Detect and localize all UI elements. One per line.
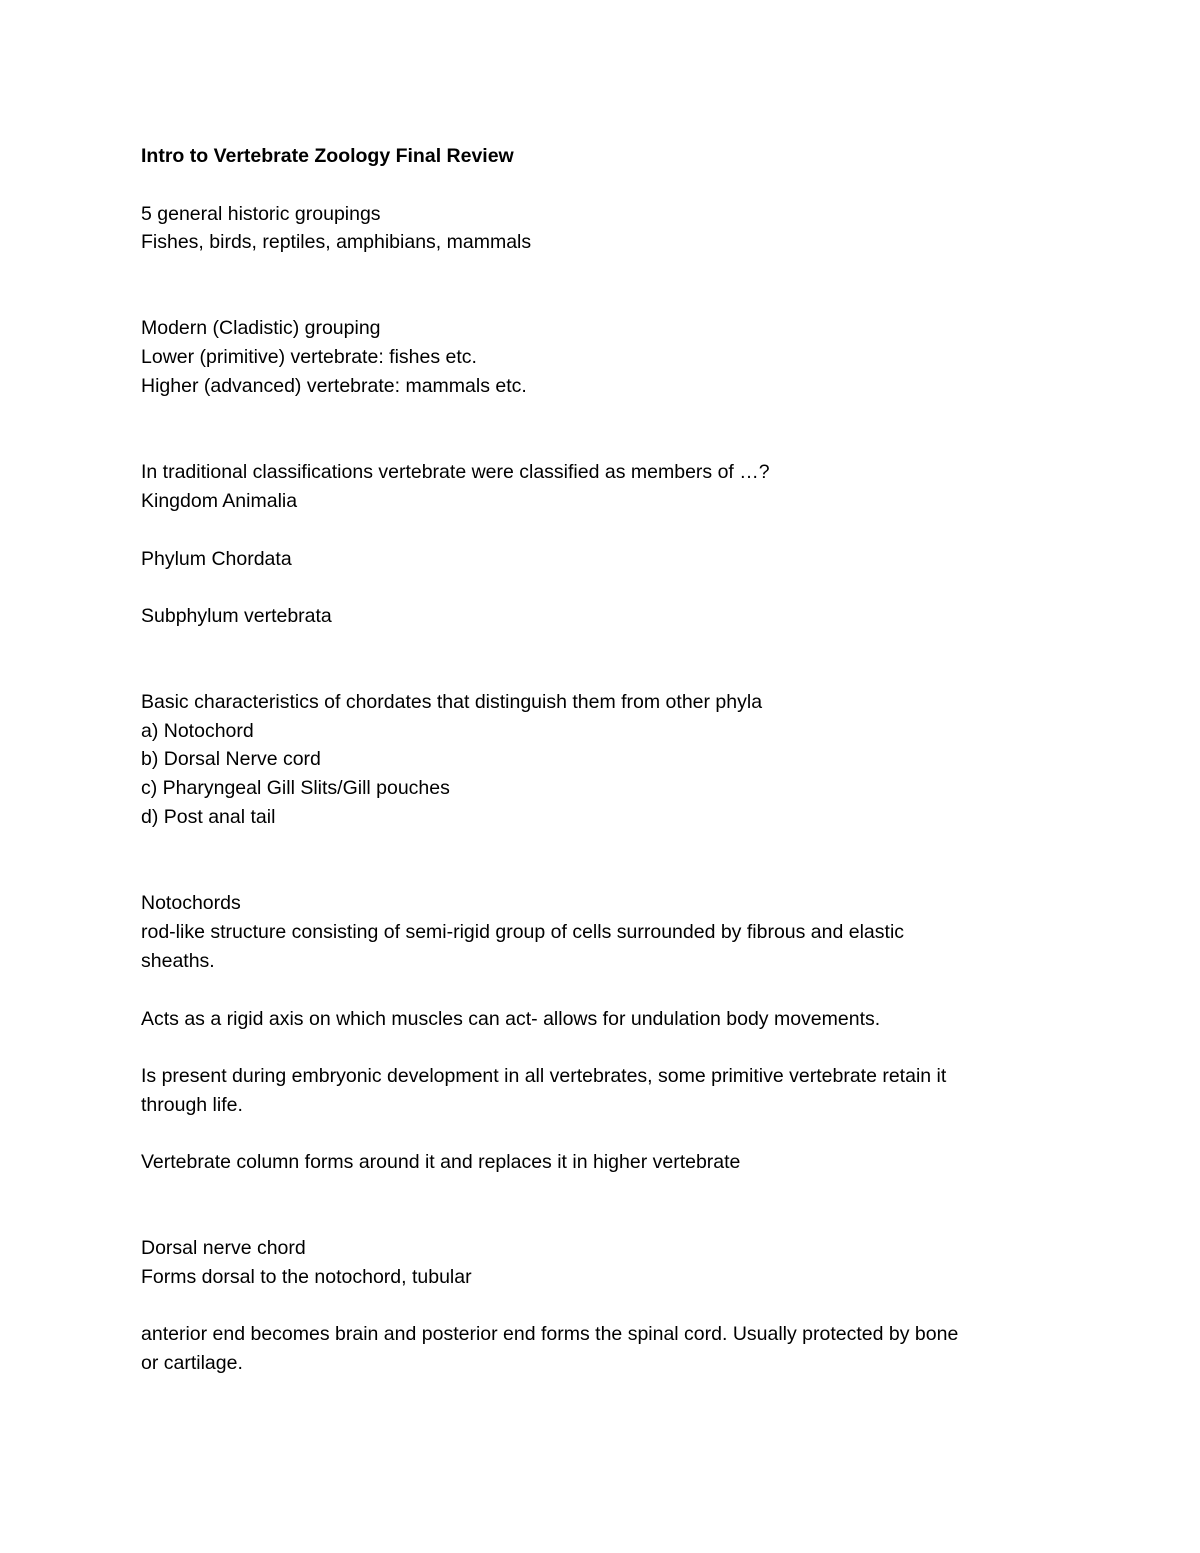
notochords-axis: Acts as a rigid axis on which muscles can act- allows for undulation body movements.	[141, 1008, 881, 1030]
characteristics-heading: Basic characteristics of chordates that distinguish them from other phyla	[141, 691, 763, 713]
modern-higher: Higher (advanced) vertebrate: mammals etc.	[141, 375, 527, 397]
notochords-column: Vertebrate column forms around it and replaces it in higher vertebrate	[141, 1151, 741, 1173]
dorsal-nerve-heading: Dorsal nerve chord	[141, 1237, 306, 1259]
dorsal-nerve-ends-line1: anterior end becomes brain and posterior end forms the spinal cord. Usually protected by bone	[141, 1323, 959, 1345]
notochords-heading: Notochords	[141, 892, 241, 914]
characteristics-item: c) Pharyngeal Gill Slits/Gill pouches	[141, 777, 450, 799]
dorsal-nerve-forms: Forms dorsal to the notochord, tubular	[141, 1266, 472, 1288]
dorsal-nerve-ends-line2: or cartilage.	[141, 1352, 243, 1374]
document-title: Intro to Vertebrate Zoology Final Review	[141, 145, 514, 167]
notochords-definition-line1: rod-like structure consisting of semi-rigid group of cells surrounded by fibrous and elastic	[141, 921, 905, 943]
notochords-presence-line1: Is present during embryonic development in all vertebrates, some primitive vertebrate retain it	[141, 1065, 947, 1087]
historic-heading: 5 general historic groupings	[141, 203, 381, 225]
modern-heading: Modern (Cladistic) grouping	[141, 317, 381, 339]
traditional-question: In traditional classifications vertebrate were classified as members of …?	[141, 461, 770, 483]
traditional-phylum: Phylum Chordata	[141, 548, 292, 570]
characteristics-item: a) Notochord	[141, 720, 254, 742]
modern-lower: Lower (primitive) vertebrate: fishes etc.	[141, 346, 477, 368]
traditional-subphylum: Subphylum vertebrata	[141, 605, 332, 627]
notochords-presence-line2: through life.	[141, 1094, 243, 1116]
characteristics-item: b) Dorsal Nerve cord	[141, 748, 321, 770]
characteristics-item: d) Post anal tail	[141, 806, 276, 828]
notochords-definition-line2: sheaths.	[141, 950, 215, 972]
historic-groups: Fishes, birds, reptiles, amphibians, mammals	[141, 231, 532, 253]
traditional-kingdom: Kingdom Animalia	[141, 490, 298, 512]
